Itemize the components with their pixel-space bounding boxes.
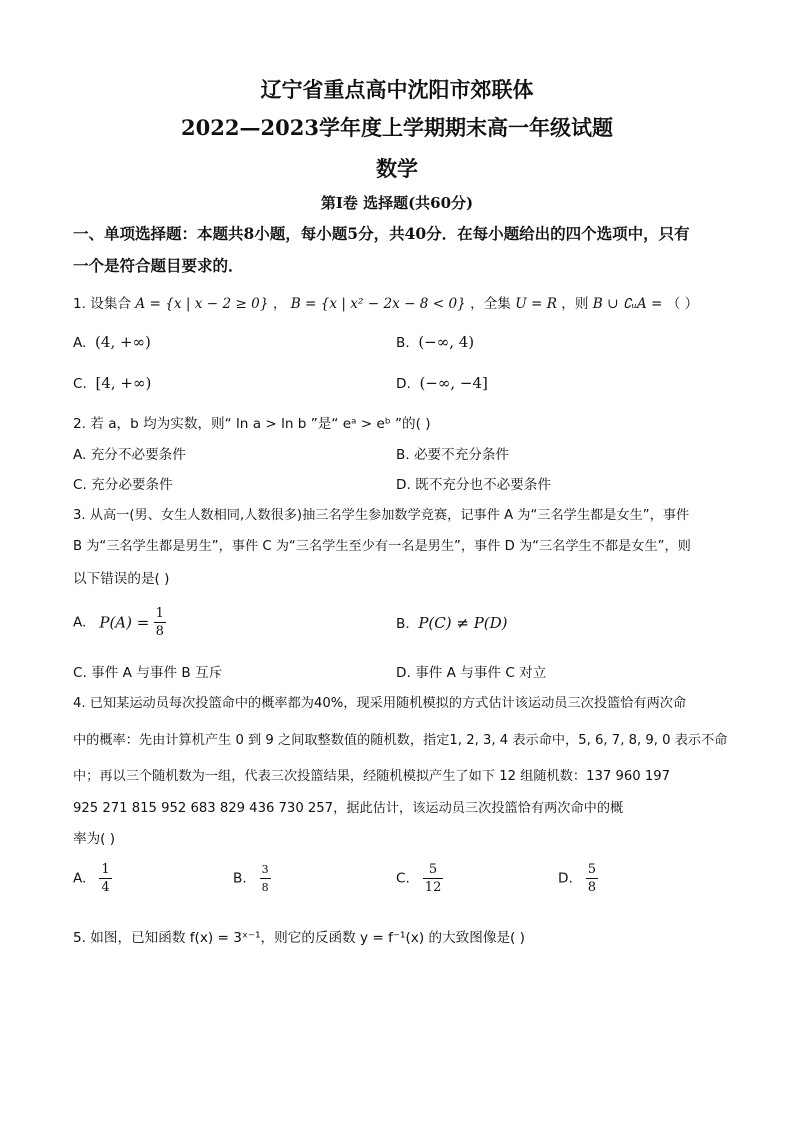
question-1-expression: B ∪ ∁ᵤA =: [592, 296, 663, 312]
q3-option-c: C. 事件 A 与事件 B 互斥: [73, 665, 223, 681]
set-b: B = {x | x² − 2x − 8 < 0}: [290, 296, 466, 312]
universal-set: U = R: [515, 296, 557, 312]
question-4-line2: 中的概率：先由计算机产生 0 到 9 之间取整数值的随机数，指定1, 2, 3, 4 表示命中，5, 6, 7, 8, 9, 0 表示不命: [73, 733, 728, 748]
q1-option-c: [73, 374, 151, 392]
question-3-line2: B 为“三名学生都是男生”，事件 C 为“三名学生至少有一名是男生”，事件 D 为“三名学生不都是女生”，则: [73, 539, 691, 554]
fraction: [260, 861, 271, 896]
separator: ，: [272, 296, 287, 312]
exam-title-line1: 辽宁省重点高中沈阳市郊联体: [260, 77, 534, 102]
option-label: C.: [396, 870, 410, 887]
q4-option-c: [396, 861, 443, 896]
section-instructions-line1: 一、单项选择题：本题共8小题，每小题5分，共40分．在每小题给出的四个选项中，只有: [73, 224, 690, 243]
part-heading: 第Ⅰ卷 选择题(共60分): [320, 194, 474, 212]
numerator: 1: [101, 862, 110, 877]
option-label: B.: [396, 616, 410, 632]
question-3-line3: 以下错误的是( ): [73, 571, 170, 587]
denominator: 12: [424, 880, 442, 895]
option-label: D.: [396, 376, 411, 392]
option-value: (−∞, 4): [418, 333, 475, 351]
q3-option-a: [73, 605, 166, 640]
question-5: 5. 如图，已知函数 f(x) = 3ˣ⁻¹，则它的反函数 y = f⁻¹(x) 的大致图像是( ): [73, 930, 525, 946]
option-label: D.: [558, 870, 573, 887]
option-label: B.: [233, 870, 247, 887]
denominator: 4: [101, 880, 110, 895]
fraction: [99, 861, 111, 896]
option-lhs: P(A) =: [99, 613, 150, 632]
q3-option-d: D. 事件 A 与事件 C 对立: [396, 665, 547, 681]
option-label: B.: [396, 335, 410, 351]
denominator: 8: [155, 624, 164, 639]
numerator: 5: [587, 862, 597, 877]
question-4-line3: 中；再以三个随机数为一组，代表三次投篮结果，经随机模拟产生了如下 12 组随机数：137 960 197: [73, 769, 670, 784]
subject-title: 数学: [376, 156, 418, 181]
option-value: (4, +∞): [95, 333, 151, 351]
section-instructions-line2: 一个是符合题目要求的．: [73, 256, 244, 275]
question-4-line5: 率为( ): [73, 831, 116, 847]
q1-option-d: [396, 374, 488, 392]
numerator: 5: [423, 861, 444, 879]
fraction: [154, 605, 166, 640]
question-1-paren: （ ）: [666, 296, 699, 312]
option-value: (−∞, −4]: [419, 374, 488, 392]
q3-option-b: [396, 614, 508, 632]
denominator: 8: [261, 881, 269, 894]
q2-option-c: C. 充分必要条件: [73, 477, 173, 493]
q4-option-b: [233, 861, 271, 896]
fraction: [423, 861, 444, 896]
fraction: [586, 861, 598, 896]
question-4-line1: 4. 已知某运动员每次投篮命中的概率都为40%，现采用随机模拟的方式估计该运动员三次投篮恰有两次命: [73, 696, 687, 711]
option-label: C.: [73, 376, 87, 392]
question-1: [73, 292, 698, 312]
q2-option-d: D. 既不充分也不必要条件: [396, 477, 552, 493]
option-value: P(C) ≠ P(D): [418, 614, 508, 632]
set-a: A = {x | x − 2 ≥ 0}: [135, 296, 269, 312]
numerator: 3: [260, 861, 271, 879]
q2-option-b: B. 必要不充分条件: [396, 447, 510, 463]
question-1-mid: ，全集: [470, 296, 511, 312]
question-1-then: ，则: [561, 296, 589, 312]
q2-option-a: A. 充分不必要条件: [73, 447, 186, 463]
question-3-line1: 3. 从高一(男、女生人数相同,人数很多)抽三名学生参加数学竞赛，记事件 A 为“三名学生都是女生”，事件: [73, 508, 690, 523]
option-label: A.: [73, 335, 87, 351]
denominator: 8: [587, 880, 597, 895]
option-value: [4, +∞): [95, 374, 152, 392]
question-1-number: 1. 设集合: [73, 296, 132, 312]
q1-option-b: [396, 333, 474, 351]
option-label: A.: [73, 870, 87, 887]
q4-option-a: [73, 861, 112, 896]
q4-option-d: [558, 861, 598, 896]
question-2: 2. 若 a，b 均为实数，则“ ln a > ln b ”是“ eᵃ > eᵇ ”的( ): [73, 416, 431, 432]
numerator: 1: [155, 606, 164, 621]
q1-option-a: [73, 333, 151, 351]
exam-title-line2: 2022—2023学年度上学期期末高一年级试题: [181, 115, 613, 140]
question-4-line4: 925 271 815 952 683 829 436 730 257，据此估计，该运动员三次投篮恰有两次命中的概: [73, 801, 624, 816]
option-label: A.: [73, 614, 87, 631]
